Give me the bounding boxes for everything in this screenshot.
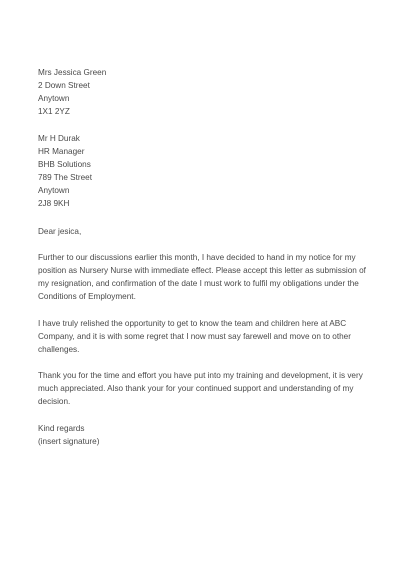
recipient-company: BHB Solutions [38, 160, 91, 169]
recipient-town: Anytown [38, 186, 70, 195]
paragraph-3 [38, 369, 368, 408]
paragraph-line: Further to our discussions earlier this month, I have decided to hand in my notice for my [38, 253, 356, 262]
sender-town: Anytown [38, 94, 70, 103]
paragraph-line: Thank you for the time and effort you have put into my training and development, it is very [38, 371, 363, 380]
salutation-text: Dear jesica, [38, 227, 82, 236]
paragraph-1 [38, 251, 368, 303]
recipient-street: 789 The Street [38, 173, 93, 182]
paragraph-line: much appreciated. Also thank your for your continued support and understanding of my [38, 384, 354, 393]
sender-name: Mrs Jessica Green [38, 68, 107, 77]
recipient-title: HR Manager [38, 147, 85, 156]
recipient-address [38, 132, 368, 210]
salutation [38, 225, 368, 238]
sender-address [38, 66, 368, 118]
recipient-postcode: 2J8 9KH [38, 199, 70, 208]
signature-placeholder: (insert signature) [38, 437, 100, 446]
sender-street: 2 Down Street [38, 81, 90, 90]
recipient-name: Mr H Durak [38, 134, 80, 143]
sender-postcode: 1X1 2YZ [38, 107, 70, 116]
paragraph-line: I have truly relished the opportunity to get to know the team and children here at ABC [38, 319, 347, 328]
paragraph-line: Company, and it is with some regret that I now must say farewell and move on to other [38, 332, 351, 341]
paragraph-line: my resignation, and confirmation of the date I must work to fulfil my obligations under the [38, 279, 359, 288]
sign-off: Kind regards [38, 424, 85, 433]
paragraph-line: challenges. [38, 345, 80, 354]
paragraph-line: decision. [38, 397, 71, 406]
paragraph-line: Conditions of Employment. [38, 292, 136, 301]
closing [38, 422, 368, 448]
paragraph-line: position as Nursery Nurse with immediate effect. Please accept this letter as submission of [38, 266, 366, 275]
paragraph-2 [38, 317, 368, 356]
